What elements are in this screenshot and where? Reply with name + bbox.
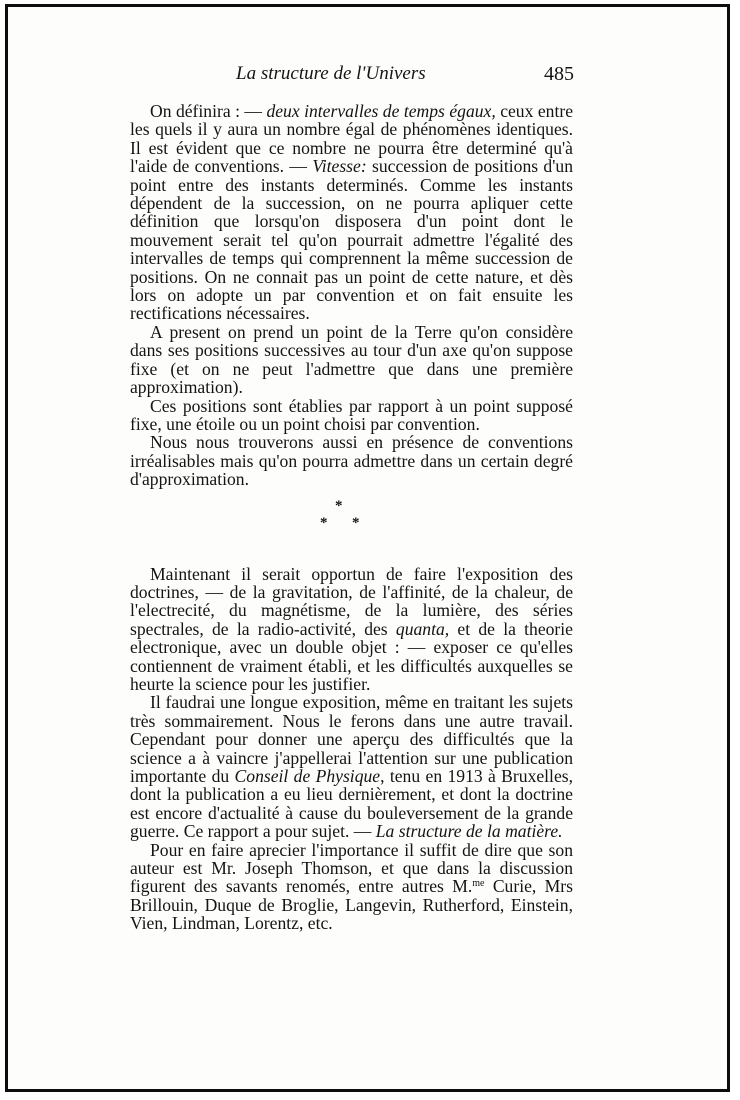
italic-run: Conseil de Physique (234, 766, 381, 786)
body-text (130, 102, 573, 933)
asterism-star: * (352, 514, 360, 531)
paragraph-6 (130, 693, 573, 840)
paragraph-1 (130, 102, 573, 323)
text-run: On définira : — (150, 101, 267, 121)
italic-run: deux intervalles de temps égaux, (266, 101, 496, 121)
text-run: ceux entre les quels il y aura un nombre égal de phénomènes identiques. Il est évident que ce nombre ne pourra être determiné qu'à l'aide de conventions. — (130, 101, 573, 177)
page-header (130, 63, 590, 87)
paragraph-5 (130, 565, 573, 694)
asterism (130, 489, 573, 545)
section-spacer (130, 545, 573, 565)
text-run: succession de positions d'un point entre des instants determinés. Comme les instants dépendent de la succession, on ne pourra apliquer cette définition que lorsqu'on disposera d'un point dont le mouvement serait tel qu'on pourrait admettre l'égalité des intervalles de temps qui comprennent la même succession de positions. On ne connait pas un point de cette nature, et dès lors on adopte un par convention et on fait ensuite les rectifications nécessaires. (130, 156, 573, 324)
paragraph-3: Ces positions sont établies par rapport à un point supposé fixe, une étoile ou un point choisi par convention. (130, 395, 573, 434)
paragraph-7 (130, 841, 573, 933)
page-number: 485 (544, 63, 574, 85)
text-run: Il faudrai une longue exposition, même en traitant les sujets très sommairement. Nous le ferons dans une autre travail. Cependant pour donner une aperçu des difficultés que la science a à vaincre j'appellerai l'attention sur une publication importante du (130, 692, 573, 786)
italic-run: La structure de la matière. (375, 821, 563, 842)
running-title: La structure de l'Univers (236, 63, 426, 84)
text-run: Maintenant il serait opportun de faire l'exposition des doctrines, — de la gravitation, de l'affinité, de la chaleur, de l'electrecité, du magnétisme, de la lumière, des séries spectrales, de la radio-activité, des (130, 563, 573, 639)
paragraph-4: Nous nous trouverons aussi en présence de conventions irréalisables mais qu'on pourra admettre dans un certain degré d'approximation. (130, 432, 573, 490)
asterism-star: * (335, 497, 343, 514)
text-run: Curie, Mrs Brillouin, Duque de Broglie, Langevin, Rutherford, Einstein, Vien, Lindman, Lorentz, etc. (130, 876, 573, 934)
text-run: Pour en faire aprecier l'importance il suffit de dire que son auteur est Mr. Joseph Thomson, et que dans la discussion figurent des savants renomés, entre autres M. (130, 839, 573, 897)
paragraph-2: A present on prend un point de la Terre qu'on considère dans ses positions successives au tour d'un axe qu'on suppose fixe (et on ne peut l'admettre que dans une première approximation). (130, 321, 573, 398)
superscript: me (472, 878, 485, 890)
asterism-star: * (320, 514, 328, 531)
italic-run: Vitesse: (312, 156, 367, 177)
text-run: , tenu en 1913 à Bruxelles, dont la publication a eu lieu dernièrement, et dont la doctrine est encore d'actualité à cause du bouleversement de la grande guerre. Ce rapport a pour sujet. — (130, 766, 574, 842)
text-run: et de la theorie electronique, avec un double objet : — exposer ce qu'elles contiennent de vraiment établi, et les difficultés auxquelles se heurte la science pour les justifier. (130, 618, 573, 694)
italic-run: quanta, (395, 618, 450, 639)
